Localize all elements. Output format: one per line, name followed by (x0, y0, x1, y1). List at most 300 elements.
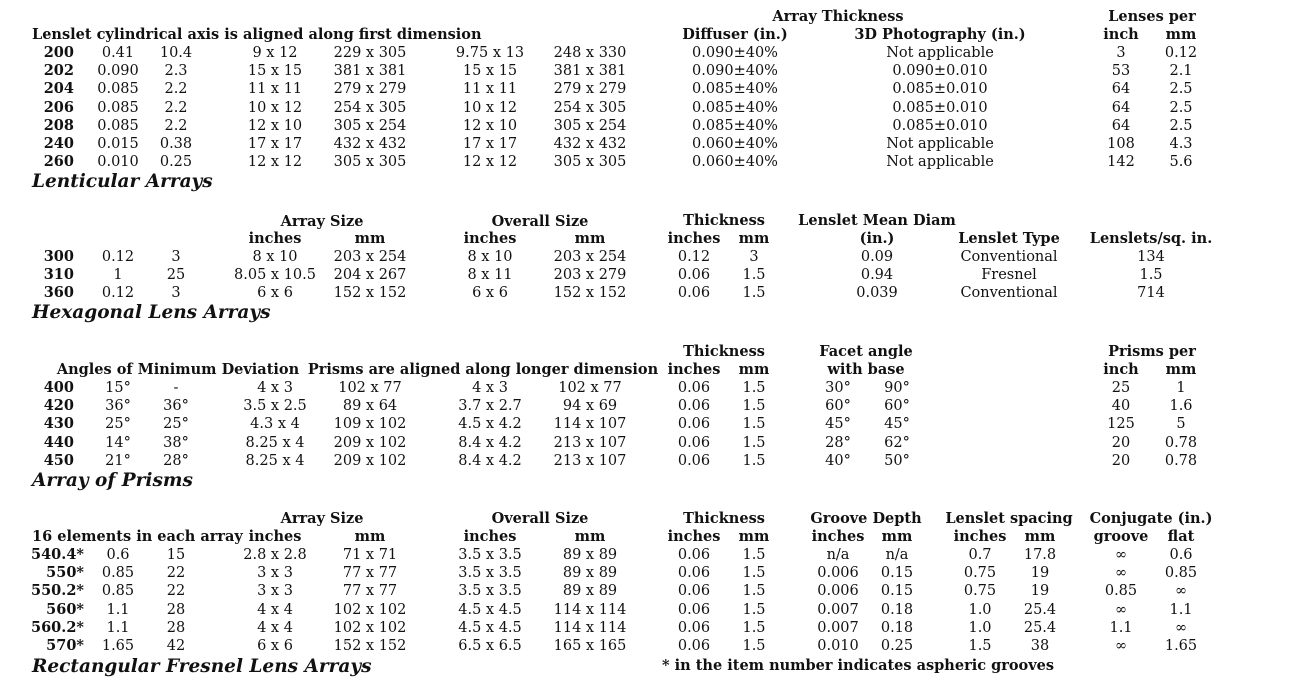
table-cell: 152 x 152 (333, 638, 407, 654)
table-cell: 3 (171, 285, 181, 301)
table-cell: 229 x 305 (333, 45, 407, 61)
table-cell: 165 x 165 (553, 638, 627, 654)
table-cell: 4 x 4 (257, 620, 293, 636)
table-cell: 109 x 102 (333, 416, 407, 432)
table-cell: 25 (166, 267, 186, 283)
table-cell: 8.4 x 4.2 (458, 453, 522, 469)
table-cell: 1.5 (1139, 267, 1163, 283)
table-cell: 53 (1111, 63, 1131, 79)
table-cell: 0.085±0.010 (892, 118, 988, 134)
table-cell: 64 (1111, 81, 1131, 97)
table-cell: 213 x 107 (553, 435, 627, 451)
table-cell: 4 x 3 (472, 380, 508, 396)
table-cell: 0.41 (101, 45, 135, 61)
table-cell: ∞ (1114, 602, 1128, 618)
table-cell: 0.06 (677, 620, 711, 636)
column-header: inches (463, 528, 517, 545)
table-cell: Not applicable (886, 45, 994, 61)
section-title: Array of Prisms (32, 470, 193, 491)
table-cell: 0.06 (677, 453, 711, 469)
table-cell: Conventional (960, 249, 1058, 265)
table-cell: 0.085 (97, 100, 139, 116)
table-cell: 0.25 (159, 154, 193, 170)
table-cell: 114 x 114 (553, 602, 627, 618)
item-number: 204 (43, 80, 74, 97)
table-cell: 279 x 279 (333, 81, 407, 97)
column-header: inch (1103, 26, 1139, 43)
table-cell: 0.75 (963, 583, 997, 599)
table-cell: 28° (163, 453, 189, 469)
table-cell: 305 x 254 (333, 118, 407, 134)
table-cell: ∞ (1174, 583, 1188, 599)
table-cell: 2.1 (1169, 63, 1193, 79)
table-cell: 0.006 (817, 583, 859, 599)
table-cell: 102 x 102 (333, 620, 407, 636)
table-cell: 102 x 77 (558, 380, 622, 396)
table-cell: 17 x 17 (462, 136, 518, 152)
table-cell: 1.6 (1169, 398, 1193, 414)
table-cell: 25.4 (1023, 620, 1057, 636)
item-number: 440 (43, 434, 74, 451)
table-cell: 102 x 77 (338, 380, 402, 396)
table-cell: 0.12 (101, 285, 135, 301)
column-header: Lenses per (1108, 8, 1196, 25)
table-cell: 114 x 107 (553, 416, 627, 432)
table-cell: 1.1 (106, 602, 130, 618)
table-cell: 0.12 (101, 249, 135, 265)
table-cell: 1.5 (742, 416, 766, 432)
column-header: Prisms per (1108, 343, 1196, 360)
table-cell: 142 (1107, 154, 1135, 170)
table-cell: 30° (825, 380, 851, 396)
table-cell: 1.0 (968, 602, 992, 618)
table-cell: 0.06 (677, 602, 711, 618)
table-cell: 11 x 11 (247, 81, 303, 97)
column-header: mm (574, 528, 606, 545)
table-cell: 6 x 6 (257, 285, 293, 301)
table-cell: 1.65 (1164, 638, 1198, 654)
column-header: mm (1165, 361, 1197, 378)
table-cell: 0.085±40% (692, 118, 778, 134)
table-cell: 4.3 x 4 (250, 416, 300, 432)
table-cell: 0.78 (1164, 435, 1198, 451)
table-cell: 19 (1030, 565, 1050, 581)
table-cell: 11 x 11 (462, 81, 518, 97)
table-cell: 0.085±0.010 (892, 81, 988, 97)
table-cell: 9.75 x 13 (455, 45, 525, 61)
table-cell: 203 x 254 (553, 249, 627, 265)
table-cell: 64 (1111, 100, 1131, 116)
item-number: 360 (43, 284, 74, 301)
table-cell: 0.06 (677, 398, 711, 414)
table-cell: 9 x 12 (252, 45, 298, 61)
table-cell: 213 x 107 (553, 453, 627, 469)
column-header: mm (1165, 26, 1197, 43)
table-cell: - (173, 380, 179, 396)
item-number: 300 (43, 248, 74, 265)
table-cell: 89 x 89 (562, 547, 618, 563)
table-cell: 25° (163, 416, 189, 432)
column-header: with base (827, 361, 905, 378)
table-cell: 5.6 (1169, 154, 1193, 170)
item-number: 208 (43, 117, 74, 134)
table-cell: 714 (1137, 285, 1165, 301)
table-cell: 0.75 (963, 565, 997, 581)
item-number: 430 (43, 415, 74, 432)
table-cell: 0.006 (817, 565, 859, 581)
table-cell: 0.7 (968, 547, 992, 563)
table-cell: 0.090±0.010 (892, 63, 988, 79)
item-number: 450 (43, 452, 74, 469)
table-cell: 381 x 381 (333, 63, 407, 79)
table-cell: 203 x 279 (553, 267, 627, 283)
table-cell: 4 x 3 (257, 380, 293, 396)
table-cell: 1.65 (101, 638, 135, 654)
table-cell: 2.2 (164, 118, 188, 134)
table-cell: 22 (166, 565, 186, 581)
table-cell: 1.5 (742, 285, 766, 301)
table-cell: 28° (825, 435, 851, 451)
table-cell: 0.85 (101, 583, 135, 599)
table-cell: 12 x 10 (462, 118, 518, 134)
table-cell: 4.5 x 4.5 (458, 602, 522, 618)
table-cell: 40° (825, 453, 851, 469)
table-cell: 1.5 (742, 380, 766, 396)
table-cell: 279 x 279 (553, 81, 627, 97)
table-cell: 0.06 (677, 435, 711, 451)
table-cell: 8.25 x 4 (245, 453, 305, 469)
column-header: Array Size (280, 213, 364, 230)
table-cell: 60° (825, 398, 851, 414)
section-title: Hexagonal Lens Arrays (32, 302, 271, 323)
table-cell: 2.5 (1169, 100, 1193, 116)
table-cell: ∞ (1174, 620, 1188, 636)
table-cell: 209 x 102 (333, 453, 407, 469)
table-cell: 25.4 (1023, 602, 1057, 618)
table-cell: 12 x 10 (247, 118, 303, 134)
table-cell: 0.18 (880, 602, 914, 618)
item-number: 420 (43, 397, 74, 414)
column-header: inches (667, 230, 721, 247)
table-cell: 0.06 (677, 547, 711, 563)
table-cell: 3.7 x 2.7 (458, 398, 522, 414)
table-cell: 25 (1111, 380, 1131, 396)
table-cell: 114 x 114 (553, 620, 627, 636)
table-cell: 2.8 x 2.8 (243, 547, 307, 563)
table-cell: 10.4 (159, 45, 193, 61)
column-header: inches (667, 528, 721, 545)
table-cell: n/a (826, 547, 850, 563)
table-cell: 102 x 102 (333, 602, 407, 618)
column-header: Angles of Minimum Deviation (56, 361, 300, 378)
table-cell: 1.5 (742, 638, 766, 654)
table-cell: 36° (105, 398, 131, 414)
column-header: Overall Size (491, 213, 589, 230)
table-cell: 1.5 (742, 547, 766, 563)
table-cell: 3 x 3 (257, 565, 293, 581)
table-cell: 0.060±40% (692, 136, 778, 152)
table-cell: 0.085 (97, 118, 139, 134)
table-cell: 0.007 (817, 602, 859, 618)
table-cell: 0.12 (1164, 45, 1198, 61)
item-number: 550.2* (31, 582, 84, 599)
table-cell: 8 x 10 (467, 249, 513, 265)
table-cell: 305 x 305 (553, 154, 627, 170)
table-cell: 6 x 6 (472, 285, 508, 301)
table-cell: 8 x 10 (252, 249, 298, 265)
table-cell: 40 (1111, 398, 1131, 414)
table-cell: 38 (1030, 638, 1050, 654)
column-header: Array Size (280, 510, 364, 527)
table-cell: 0.015 (97, 136, 139, 152)
table-cell: ∞ (1114, 547, 1128, 563)
item-number: 202 (43, 62, 74, 79)
table-cell: 432 x 432 (333, 136, 407, 152)
table-cell: 1.1 (106, 620, 130, 636)
item-number: 570* (46, 637, 84, 654)
table-cell: 4.3 (1169, 136, 1193, 152)
table-cell: ∞ (1114, 565, 1128, 581)
column-header: Array Thickness (772, 8, 904, 25)
table-cell: 1 (1176, 380, 1186, 396)
table-cell: 89 x 89 (562, 583, 618, 599)
table-cell: 0.010 (817, 638, 859, 654)
table-cell: 1.5 (968, 638, 992, 654)
column-header: Thickness (683, 212, 765, 229)
table-cell: 1.5 (742, 453, 766, 469)
table-cell: 3 x 3 (257, 583, 293, 599)
table-cell: 0.06 (677, 583, 711, 599)
table-cell: 17.8 (1023, 547, 1057, 563)
table-cell: 0.007 (817, 620, 859, 636)
table-cell: 1 (113, 267, 123, 283)
table-cell: 19 (1030, 583, 1050, 599)
table-cell: 77 x 77 (342, 565, 398, 581)
table-cell: 28 (166, 620, 186, 636)
column-header: 16 elements in each array (32, 528, 243, 545)
table-cell: 4 x 4 (257, 602, 293, 618)
column-header: Lenslet Type (958, 230, 1060, 247)
table-cell: 254 x 305 (553, 100, 627, 116)
item-number: 550* (46, 564, 84, 581)
item-number: 206 (43, 99, 74, 116)
table-cell: 248 x 330 (553, 45, 627, 61)
item-number: 260 (43, 153, 74, 170)
table-cell: 36° (163, 398, 189, 414)
table-cell: 71 x 71 (342, 547, 398, 563)
table-cell: 0.85 (1164, 565, 1198, 581)
table-cell: 89 x 89 (562, 565, 618, 581)
section-title: Lenticular Arrays (32, 171, 213, 192)
table-cell: 21° (105, 453, 131, 469)
table-cell: 0.06 (677, 380, 711, 396)
column-header: 3D Photography (in.) (854, 26, 1026, 43)
column-header: mm (738, 528, 770, 545)
column-header: inches (811, 528, 865, 545)
table-cell: Not applicable (886, 154, 994, 170)
table-cell: Conventional (960, 285, 1058, 301)
table-cell: 0.010 (97, 154, 139, 170)
table-cell: 4.5 x 4.5 (458, 620, 522, 636)
table-cell: 20 (1111, 435, 1131, 451)
column-header: inch (1103, 361, 1139, 378)
item-number: 310 (43, 266, 74, 283)
column-header: mm (354, 528, 386, 545)
column-header: Diffuser (in.) (682, 26, 788, 43)
table-cell: 1.0 (968, 620, 992, 636)
table-cell: 0.09 (860, 249, 894, 265)
table-cell: 1.5 (742, 565, 766, 581)
table-cell: 8.05 x 10.5 (234, 267, 316, 283)
table-cell: 3.5 x 3.5 (458, 547, 522, 563)
table-cell: 10 x 12 (247, 100, 303, 116)
column-header: mm (354, 230, 386, 247)
table-cell: 305 x 254 (553, 118, 627, 134)
column-header: Prisms are aligned along longer dimension (307, 361, 659, 378)
table-cell: 77 x 77 (342, 583, 398, 599)
column-header: groove (1093, 528, 1149, 545)
table-cell: 25° (105, 416, 131, 432)
table-cell: 94 x 69 (562, 398, 618, 414)
table-cell: 1.5 (742, 267, 766, 283)
table-cell: 3 (1116, 45, 1126, 61)
table-cell: 0.06 (677, 565, 711, 581)
column-header: mm (738, 361, 770, 378)
table-cell: 6 x 6 (257, 638, 293, 654)
table-cell: 15 x 15 (462, 63, 518, 79)
column-header: mm (738, 230, 770, 247)
table-cell: 90° (884, 380, 910, 396)
table-cell: n/a (885, 547, 909, 563)
table-cell: 152 x 152 (333, 285, 407, 301)
column-header: mm (574, 230, 606, 247)
column-header: Lenslets/sq. in. (1089, 230, 1213, 247)
column-header: Thickness (683, 343, 765, 360)
table-cell: 0.78 (1164, 453, 1198, 469)
column-header: flat (1167, 528, 1195, 545)
table-cell: 381 x 381 (553, 63, 627, 79)
table-cell: 0.039 (856, 285, 898, 301)
column-header: Facet angle (819, 343, 913, 360)
column-header: Lenslet cylindrical axis is aligned along first dimension (32, 26, 482, 43)
table-cell: 1.5 (742, 398, 766, 414)
table-cell: 432 x 432 (553, 136, 627, 152)
table-cell: 0.085±40% (692, 81, 778, 97)
table-cell: 15° (105, 380, 131, 396)
item-number: 200 (43, 44, 74, 61)
table-cell: 0.94 (860, 267, 894, 283)
table-cell: 254 x 305 (333, 100, 407, 116)
table-cell: 0.25 (880, 638, 914, 654)
table-cell: 134 (1137, 249, 1165, 265)
table-cell: Fresnel (981, 267, 1037, 283)
table-cell: 15 x 15 (247, 63, 303, 79)
table-cell: 2.2 (164, 100, 188, 116)
table-cell: 0.38 (159, 136, 193, 152)
item-number: 540.4* (31, 546, 84, 563)
table-cell: 3 (171, 249, 181, 265)
column-header: Thickness (683, 510, 765, 527)
table-cell: 60° (884, 398, 910, 414)
table-cell: 2.2 (164, 81, 188, 97)
item-number: 560* (46, 601, 84, 618)
table-cell: 1.5 (742, 620, 766, 636)
table-cell: 0.15 (880, 565, 914, 581)
column-header: Overall Size (491, 510, 589, 527)
table-cell: 5 (1176, 416, 1186, 432)
table-cell: 0.12 (677, 249, 711, 265)
column-header: inches (463, 230, 517, 247)
table-cell: 64 (1111, 118, 1131, 134)
table-cell: 3.5 x 3.5 (458, 583, 522, 599)
table-cell: 3.5 x 2.5 (243, 398, 307, 414)
table-cell: 0.090±40% (692, 63, 778, 79)
table-cell: 1.1 (1169, 602, 1193, 618)
table-cell: 0.18 (880, 620, 914, 636)
column-header: (in.) (859, 230, 895, 247)
table-cell: 2.5 (1169, 118, 1193, 134)
item-number: 400 (43, 379, 74, 396)
table-cell: 3 (749, 249, 759, 265)
table-cell: 0.85 (101, 565, 135, 581)
table-cell: 204 x 267 (333, 267, 407, 283)
table-cell: 20 (1111, 453, 1131, 469)
column-header: Lenslet Mean Diam (798, 212, 956, 229)
table-cell: 45° (884, 416, 910, 432)
column-header: Conjugate (in.) (1089, 510, 1213, 527)
table-cell: Not applicable (886, 136, 994, 152)
table-cell: ∞ (1114, 638, 1128, 654)
table-cell: 0.06 (677, 416, 711, 432)
table-cell: 4.5 x 4.2 (458, 416, 522, 432)
table-cell: 8.4 x 4.2 (458, 435, 522, 451)
column-header: inches (667, 361, 721, 378)
column-header: inches (248, 528, 302, 545)
table-cell: 50° (884, 453, 910, 469)
table-cell: 1.1 (1109, 620, 1133, 636)
table-cell: 0.06 (677, 267, 711, 283)
table-cell: 0.090 (97, 63, 139, 79)
table-cell: 0.6 (106, 547, 130, 563)
table-cell: 305 x 305 (333, 154, 407, 170)
table-cell: 38° (163, 435, 189, 451)
table-cell: 203 x 254 (333, 249, 407, 265)
table-cell: 2.5 (1169, 81, 1193, 97)
table-cell: 8.25 x 4 (245, 435, 305, 451)
footnote: * in the item number indicates aspheric grooves (662, 657, 1055, 674)
column-header: inches (248, 230, 302, 247)
table-cell: 108 (1107, 136, 1135, 152)
column-header: Groove Depth (810, 510, 922, 527)
table-cell: 12 x 12 (247, 154, 303, 170)
table-cell: 152 x 152 (553, 285, 627, 301)
item-number: 560.2* (31, 619, 84, 636)
table-cell: 45° (825, 416, 851, 432)
table-cell: 1.5 (742, 602, 766, 618)
table-cell: 28 (166, 602, 186, 618)
table-cell: 42 (166, 638, 186, 654)
table-cell: 6.5 x 6.5 (458, 638, 522, 654)
table-cell: 2.3 (164, 63, 188, 79)
table-cell: 17 x 17 (247, 136, 303, 152)
table-cell: 3.5 x 3.5 (458, 565, 522, 581)
table-cell: 1.5 (742, 583, 766, 599)
table-cell: 0.85 (1104, 583, 1138, 599)
item-number: 240 (43, 135, 74, 152)
table-cell: 8 x 11 (467, 267, 513, 283)
column-header: mm (881, 528, 913, 545)
table-cell: 62° (884, 435, 910, 451)
